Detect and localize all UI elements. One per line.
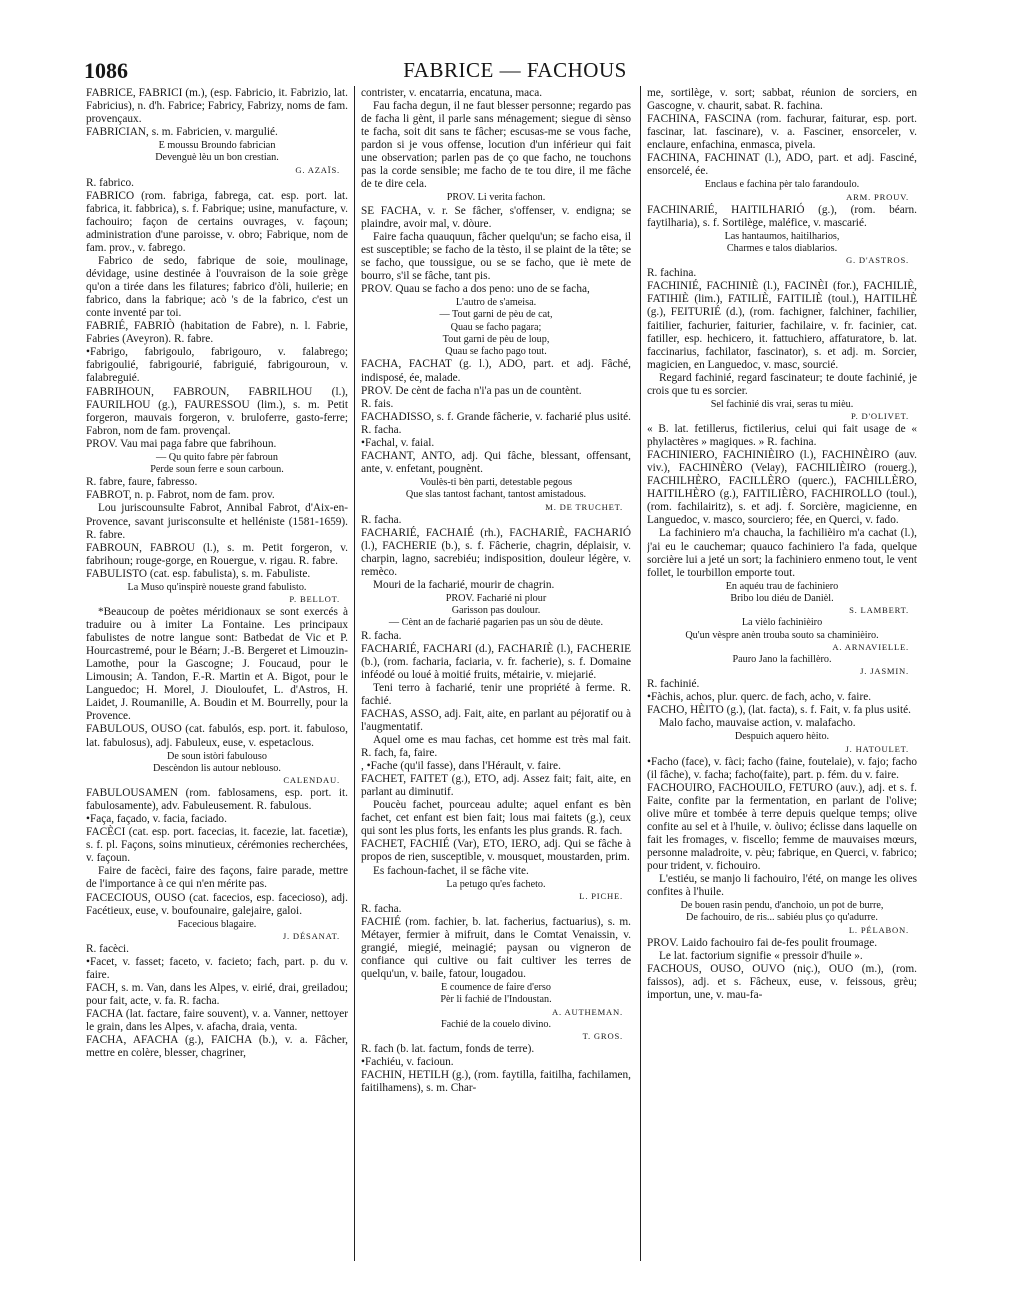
citation-line: L'autro de s'ameisa. <box>455 297 537 308</box>
dictionary-entry: R. facha. <box>361 902 402 915</box>
dictionary-entry: FACH, s. m. Van, dans les Alpes, v. eirié, drai, greiladou; pour fait, acte, v. fa. R. facha. <box>86 982 348 1008</box>
dictionary-entry: Teni terro à facharié, tenir une propriété à ferme. R. fachié. <box>361 681 631 707</box>
dictionary-entry: FABRICIAN, s. m. Fabricien, v. margulié. <box>86 126 278 139</box>
citation-line: De fachouiro, de ris... sabiéu plus ço qu'adurre. <box>686 912 878 924</box>
citation-line: Pèr li fachié de l'Indoustan. <box>440 994 552 1006</box>
citation-quote <box>361 879 631 891</box>
dictionary-entry: Poucèu fachet, pourceau adulte; aquel enfant es bèn fachet, cet enfant est bien fait; lous mai faitets (g.), ceux qui sont les plus forts, les enfants les plus grands. R. fach. <box>361 799 631 838</box>
dictionary-entry: Mouri de la facharié, mourir de chagrin. <box>373 578 555 591</box>
citation-author: A. ARNAVIELLE. <box>832 641 909 652</box>
citation-author: P. D'OLIVET. <box>850 411 909 422</box>
dictionary-entry: FACECIOUS, OUSO (cat. facecios, esp. facecioso), adj. Facétieux, euse, v. boufounaire, galejaire, galoi. <box>86 891 348 917</box>
dictionary-entry: R. fachinié. <box>647 678 700 691</box>
citation-author: P. BELLOT. <box>289 594 340 605</box>
dictionary-column-2 <box>361 87 631 1267</box>
citation-quote <box>361 1019 631 1031</box>
dictionary-entry: FACHINA, FASCINA (rom. fachurar, faiturar, esp. port. fascinar, lat. fascinare), v. a. Fasciner, ensorceler, v. enclaure, enfachina, enmasca, pivela. <box>647 113 917 152</box>
dictionary-entry: FACHA (lat. factare, faire souvent), v. a. Vanner, nettoyer le grain, dans les Alpes, v. afacha, draia, venta. <box>86 1008 348 1034</box>
citation-line: De soun istòri fabulouso <box>167 750 267 762</box>
citation-line: De bouen rasin pendu, d'anchoio, un pot de burre, <box>680 900 884 912</box>
dictionary-entry: R. fabrico. <box>86 176 134 189</box>
citation-line: E moussu Broundo fabrician <box>158 140 276 152</box>
dictionary-entry: contrister, v. encatarria, encatuna, maca. <box>361 87 543 99</box>
dictionary-entry: FACHINIÉ, FACHINIÈ (l.), FACINÈI (for.), FACHILIÈ, FATIHIÈ (lim.), FATILIÈ, FAITILIÈ (toul.), HAITILHÈ (g.), FEITURIÉ (d.), (rom. fachigner, falchiner, fachilier, faitilier, fachurier, faiturier, fachilaire, v. fr. facinier, cat. fatiller, esp. hechicero, it. fattuchiero, affaturatore, b. lat. faccinarius, fachilator, fascinator), s. et adj. m. Sorcier, magicien, en Languedoc, v. masc, sourcié. <box>647 280 917 371</box>
citation-line: Que slas tantost fachant, tantost amistadous. <box>405 489 587 501</box>
citation-line: En aquéu trau de fachiniero <box>725 580 839 592</box>
dictionary-entry: FABRIHOUN, FABROUN, FABRILHOU (l.), FAURILHOU (g.), FAURESSOU (lim.), s. m. Petit forgeron, mauvais forgeron, v. bruloferre, gasto-ferre; Fabron, nom de fam. provençal. <box>86 385 348 437</box>
citation-line: Voulès-ti bèn parti, detestable pegous <box>419 476 573 488</box>
citation-quote <box>86 582 348 594</box>
dictionary-entry: PROV. De cènt de facha n'i'a pas un de countènt. <box>361 384 582 397</box>
citation-quote <box>647 581 917 606</box>
citation-author: CALENDAU. <box>283 775 340 786</box>
citation-author: A. AUTHEMAN. <box>552 1006 623 1017</box>
dictionary-entry: Malo facho, mauvaise action, v. malafacho. <box>659 717 856 730</box>
citation-author: M. DE TRUCHET. <box>545 501 623 512</box>
dictionary-entry: FACHINARIÉ, HAITILHARIÓ (g.), (rom. béarn. faytilharia), s. f. Sortilège, maléfice, v. mascarié. <box>647 203 917 229</box>
citation-quote <box>361 982 631 1007</box>
dictionary-entry: SE FACHA, v. r. Se fâcher, s'offenser, v. endigna; se plaindre, avoir mal, v. dòure. <box>361 204 631 230</box>
column-rule <box>640 86 641 1261</box>
citation-line: Despuich aquero hèito. <box>734 731 830 743</box>
citation-author: G. D'ASTROS. <box>846 255 909 266</box>
running-head: FABRICE — FACHOUS <box>403 58 627 82</box>
dictionary-column-1 <box>86 87 348 1267</box>
dictionary-entry: La fachiniero m'a chaucha, la fachilièiro m'a cachat (l.), j'ai eu le cauchemar; quauco fachiniero l'a fada, quelque sorcière lui a jeté un sort; la fachiniero enmeno tout, le vent follet, le tourbillon emporte tout. <box>647 527 917 579</box>
citation-quote <box>647 731 917 743</box>
dictionary-entry: R. fais. <box>361 397 394 410</box>
citation-author: T. GROS. <box>582 1031 623 1042</box>
dictionary-entry: *Beaucoup de poètes méridionaux se sont exercés à traduire ou à imiter La Fontaine. Les principaux fabulistes de notre langue sont: Batbedat de Vic et P. Hourcastremé, pour le Béarn; J.-B. Bergeret et Limouzin-Lamothe, pour la Gascogne; J. Foucaud, pour le Limousin; A. Tandon, F.-R. Martin et A. Bigot, pour le Languedoc; H. Morel, J. Diouloufet, L. d'Astros, H. Laidet, J. Roumanille, A. Boudin et M. Bourrelly, pour la Provence. <box>86 606 348 723</box>
citation-line: Enclaus e fachina pèr talo farandoulo. <box>704 179 860 191</box>
dictionary-entry: Es fachoun-fachet, il se fâche vite. <box>373 864 529 877</box>
dictionary-entry: PROV. Quau se facho a dos peno: uno de se facha, <box>361 282 590 295</box>
dictionary-entry: FABULOUS, OUSO (cat. fabulós, esp. port. it. fabuloso, lat. fabulosus), adj. Fabuleux, euse, v. espetaclous. <box>86 723 348 749</box>
citation-quote <box>86 452 348 477</box>
dictionary-entry: Faire de facèci, faire des façons, faire parade, mettre de l'importance à ce qui n'en mérite pas. <box>86 865 348 891</box>
citation-author: L. PÉLABON. <box>848 924 909 935</box>
citation-line: Pauro Jano la fachillèro. <box>732 653 832 665</box>
citation-line: E coumence de faire d'erso <box>441 982 551 994</box>
citation-line: Charmes e talos diablarios. <box>726 243 838 255</box>
citation-quote <box>647 231 917 256</box>
dictionary-entry: FABRICE, FABRICI (m.), (esp. Fabricio, it. Fabrizio, lat. Fabricius), n. d'h. Fabrice; Fabricy, Fabrizy, noms de fam. provençaux. <box>86 87 348 126</box>
citation-line: Facecious blagaire. <box>177 918 257 930</box>
citation-quote <box>647 617 917 642</box>
dictionary-entry: L'estiéu, se manjo li fachouiro, l'été, on mange les olives confites à l'huile. <box>647 873 917 899</box>
dictionary-entry: PROV. Laido fachouiro fai de-fes poulit froumage. <box>647 936 878 949</box>
dictionary-entry: Aquel ome es mau fachas, cet homme est très mal fait. R. fach, fa, faire. <box>361 734 631 760</box>
dictionary-entry: FACHET, FACHIÉ (Var), ETO, IERO, adj. Qui se fâche à propos de rien, susceptible, v. mousquet, moustarden, prim. <box>361 838 631 864</box>
citation-line: La Muso qu'inspirè noueste grand fabulisto. <box>127 581 307 593</box>
citation-line: Tout garni de pèu de loup, <box>442 333 550 345</box>
citation-author: G. AZAÏS. <box>295 164 340 175</box>
citation-line: PROV. Facharié ni plour <box>445 592 547 604</box>
dictionary-entry: FACHADISSO, s. f. Grande fâcherie, v. facharié plus usité. R. facha. <box>361 410 631 436</box>
dictionary-entry: R. fabre, faure, fabresso. <box>86 476 198 489</box>
dictionary-entry: FABULISTO (cat. esp. fabulista), s. m. Fabuliste. <box>86 567 311 580</box>
dictionary-entry: R. fach (b. lat. factum, fonds de terre). <box>361 1043 535 1056</box>
citation-line: Devenguè lèu un bon crestian. <box>155 152 279 164</box>
citation-line: Qu'un vèspre anèn trouba souto sa chaminièiro. <box>685 629 879 641</box>
citation-line: Las hantaumos, haitilharios, <box>724 230 840 242</box>
page-number: 1086 <box>84 58 128 83</box>
dictionary-entry: Regard fachinié, regard fascinateur; te doute fachinié, je crois que tu es sorcier. <box>647 371 917 397</box>
dictionary-entry: FACÈCI (cat. esp. port. facecias, it. facezie, lat. facetiæ), s. f. pl. Façons, soins minutieux, cérémonies recherchées, v. façoun. <box>86 826 348 865</box>
citation-quote <box>86 919 348 931</box>
citation-line: — Cènt an de facharié pagarien pas un sòu de dèute. <box>388 617 604 629</box>
citation-author: J. HATOULET. <box>845 743 909 754</box>
dictionary-entry: •Fabrigo, fabrigoulo, fabrigouro, v. falabrego; fabrigoulié, fabrigourié, fabriguié, fabrigouroun, v. falabreguié. <box>86 346 348 385</box>
dictionary-entry: R. facha. <box>361 513 402 526</box>
dictionary-entry: FABRIÉ, FABRIÒ (habitation de Fabre), n. l. Fabrie, Fabries (Aveyron). R. fabre. <box>86 320 348 346</box>
dictionary-entry: FACHOUS, OUSO, OUVO (niç.), OUO (m.), (rom. faissos), adj. et s. Fâcheux, euse, v. feissous, grèu; importun, une, v. mau-fa- <box>647 962 917 1001</box>
citation-quote <box>361 297 631 358</box>
dictionary-entry: FACHIN, HETILH (g.), (rom. faytilla, faitilha, fachilamen, faitilhamens), s. m. Char- <box>361 1069 631 1095</box>
dictionary-entry: •Fachiéu, v. facioun. <box>361 1056 454 1069</box>
dictionary-entry: •Faça, façado, v. facia, faciado. <box>86 813 227 826</box>
citation-line: La vièlo fachinièiro <box>741 617 823 629</box>
dictionary-entry: me, sortilège, v. sort; sabbat, réunion de sorciers, en Gascogne, v. chaurit, sabat. R. fachina. <box>647 87 917 113</box>
dictionary-entry: FACHET, FAITET (g.), ETO, adj. Assez fait; fait, aite, en parlant au diminutif. <box>361 773 631 799</box>
dictionary-entry: FACHOUIRO, FACHOUILO, FETURO (auv.), adj. et s. f. Faite, confite par la fermentation, en parlant de l'olive; olive mûre et tombée à terre depuis quelque temps; olive confite au sel et à l'huile, v. òulivo; éclisse dans laquelle on fait les fromages, v. fiscello; femme de mauvaises mœurs, personne maladroite, v. pèu; fabrique, en Querci, v. fabrico; pour trident, v. fichouiro. <box>647 781 917 872</box>
dictionary-entry: FABROT, n. p. Fabrot, nom de fam. prov. <box>86 489 275 502</box>
dictionary-entry: « B. lat. fetillerus, fictilerius, celui qui fait usage de « phylactères » magiques. » R. fachina. <box>647 423 917 449</box>
dictionary-entry: FACHINIERO, FACHINIÈIRO (l.), FACHINÈIRO (auv. viv.), FACHINÈRO (Velay), FACHILIÈIRO (rouerg.), FACHILHÈRO, FACILLÈRO (querc.), FACHILLÈRO, HAITILHÈRO (g.), FAITILIÈRO, FACHIROLLO (toul.), (rom. fachilairitz), s. et adj. f. Sorcière, magicienne, en Languedoc, v. masco, sourciero; fée, en Querci, v. fado. <box>647 449 917 527</box>
dictionary-entry: FABROUN, FABROU (l.), s. m. Petit forgeron, v. fabrihoun; rouge-gorge, en Rouergue, v. rigau. R. fabre. <box>86 541 348 567</box>
citation-line: Sel fachinié dis vrai, seras tu mièu. <box>710 398 854 410</box>
dictionary-entry: •Fachal, v. faial. <box>361 436 435 449</box>
dictionary-entry: FACHA, AFACHA (g.), FAICHA (b.), v. a. Fâcher, mettre en colère, blesser, chagriner, <box>86 1034 348 1060</box>
dictionary-entry: FACHARIÉ, FACHARI (d.), FACHARIÈ (l.), FACHERIE (b.), (rom. facharia, faciaria, v. fr. facherie), s. f. Domaine inféodé ou loué à moitié fruits, métairie, v. miejarié. <box>361 642 631 681</box>
dictionary-entry: FABULOUSAMEN (rom. fablosamens, esp. port. it. fabulosamente), adv. Fabuleusement. R. fabulous. <box>86 787 348 813</box>
dictionary-entry: PROV. Vau mai paga fabre que fabrihoun. <box>86 437 277 450</box>
dictionary-entry: , •Fache (qu'il fasse), dans l'Hérault, v. faire. <box>361 760 561 773</box>
citation-author: S. LAMBERT. <box>849 605 909 616</box>
dictionary-entry: R. facha. <box>361 629 402 642</box>
citation-quote <box>647 654 917 666</box>
dictionary-entry: Le lat. factorium signifie « pressoir d'huile ». <box>659 949 863 962</box>
dictionary-entry: FACHINA, FACHINAT (l.), ADO, part. et adj. Fasciné, ensorcelé, ée. <box>647 152 917 178</box>
dictionary-entry: FACHAS, ASSO, adj. Fait, aite, en parlant au péjoratif ou à l'augmentatif. <box>361 707 631 733</box>
dictionary-entry: R. fachina. <box>647 267 697 280</box>
citation-quote <box>361 593 631 630</box>
citation-line: — Tout garni de pèu de cat, <box>439 309 553 321</box>
citation-line: PROV. Li verita fachon. <box>446 192 546 204</box>
citation-line: La petugo qu'es facheto. <box>446 878 546 890</box>
dictionary-entry: •Fàchis, achos, plur. querc. de fach, acho, v. faire. <box>647 691 872 704</box>
dictionary-entry: FACHANT, ANTO, adj. Qui fâche, blessant, offensant, ante, v. enfetant, pougnènt. <box>361 449 631 475</box>
citation-line: Descèndon lis autour neblouso. <box>153 762 281 774</box>
dictionary-entry: Fau facha degun, il ne faut blesser personne; regardo pas de facha li gènt, il parle sans ménagement; siegue di sènso te facha, soit dit sans te fâcher; escusas-me se vous fache, pardon si je vous offense, locution d'un inférieur qui fait une observation; parlen pas de ço que facho, ne touchons pas la corde sensible; me facho de te tou dire, il me fâche de te dire cela. <box>361 100 631 191</box>
citation-quote <box>86 751 348 776</box>
citation-quote <box>86 140 348 165</box>
dictionary-entry: Lou juriscounsulte Fabrot, Annibal Fabrot, d'Aix-en-Provence, savant jurisconsulte et helléniste (1581-1659). R. fabre. <box>86 502 348 541</box>
citation-line: Perde soun ferre e soun carboun. <box>150 464 284 476</box>
citation-quote <box>647 179 917 191</box>
citation-line: — Qu quito fabre pèr fabroun <box>156 451 278 463</box>
column-rule <box>354 86 355 1261</box>
dictionary-entry: •Facho (face), v. fàci; facho (faine, foutelaie), v. fajo; facho (il fâche), v. facha; facho(faite), part. p. fém. du v. faire. <box>647 755 917 781</box>
dictionary-entry: FACHARIÉ, FACHAIÉ (rh.), FACHARIÈ, FACHARIÓ (l.), FACHERIE (b.), s. f. Fâcherie, chagrin, déplaisir, v. charpin, lagno, sacrebiéu; indisposition, douleur légère, v. remèco. <box>361 526 631 578</box>
citation-author: J. JASMIN. <box>860 666 909 677</box>
dictionary-entry: R. facèci. <box>86 942 129 955</box>
citation-quote <box>647 399 917 411</box>
dictionary-entry: FACHA, FACHAT (g. l.), ADO, part. et adj. Fâché, indisposé, ée, malade. <box>361 358 631 384</box>
dictionary-entry: •Facet, v. fasset; faceto, v. facieto; fach, part. p. du v. faire. <box>86 955 348 981</box>
citation-line: Garisson pas doulour. <box>451 605 541 617</box>
dictionary-entry: FABRICO (rom. fabriga, fabrega, cat. esp. port. lat. fabrica, it. fabbrica), s. f. Fabrique; usine, manufacture, v. fachouiro; façon de certains ouvrages, v. façoun; administration d'une paroisse, v. obro; Fabrique, nom de fam. prov., v. fabrego. <box>86 189 348 255</box>
dictionary-entry: FACHO, HÈITO (g.), (lat. facta), s. f. Fait, v. fa plus usité. <box>647 704 911 717</box>
dictionary-column-3 <box>647 87 917 1267</box>
dictionary-entry: FACHIÉ (rom. fachier, b. lat. facherius, factuarius), s. m. Métayer, fermier à mifruit, dans le Comtat Venaissin, v. grangié, miegié, meinagié; paysan ou vigneron de confiance qui cultive ou fait cultiver les terres de quelqu'un, v. baile, fatour, lougadou. <box>361 915 631 981</box>
citation-line: Fachié de la couelo divino. <box>440 1018 552 1030</box>
citation-line: Quau se facho pagara; <box>450 321 542 333</box>
citation-quote <box>647 900 917 925</box>
dictionary-entry: Fabrico de sedo, fabrique de soie, moulinage, dévidage, usine destinée à l'ouvraison de la soie grège qu'on a tirée dans les filatures; fabrico d'òli, huilerie; en fabrico, dans la fabrique; acò 's de la fabrico, c'est un conte inventé par toi. <box>86 255 348 320</box>
citation-quote <box>361 192 631 204</box>
dictionary-entry: Faire facha quauquun, fâcher quelqu'un; se facho eisa, il est susceptible; se facho de la tèsto, il se plaint de la tête; se se facho, que toussigue, ou se se facho, que iè mete de bourro, s'il se fâche, tant pis. <box>361 230 631 282</box>
citation-author: ARM. PROUV. <box>846 191 909 202</box>
citation-line: Quau se facho pago tout. <box>445 346 547 358</box>
citation-line: Bribo lou diéu de Danièl. <box>730 592 834 604</box>
citation-author: J. DÉSANAT. <box>282 930 340 941</box>
citation-author: L. PICHE. <box>579 890 623 901</box>
citation-quote <box>361 477 631 502</box>
